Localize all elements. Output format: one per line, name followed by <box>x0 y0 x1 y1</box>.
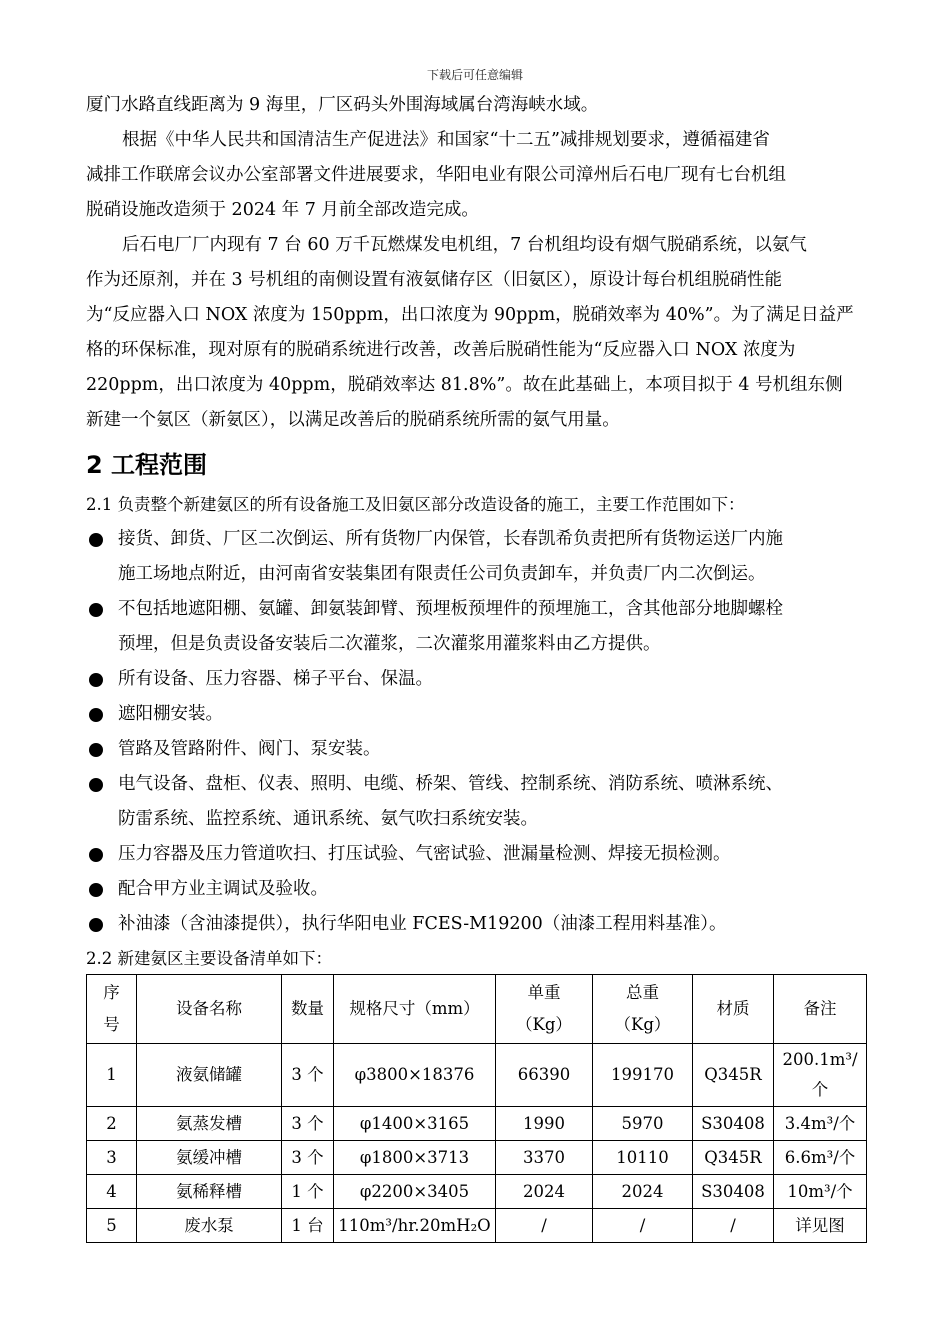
bullet-icon <box>89 603 103 617</box>
list-item-text: 施工场地点附近，由河南省安装集团有限责任公司负责卸车，并负责厂内二次倒运。 <box>118 564 766 584</box>
header-cell-name: 设备名称 <box>137 975 282 1044</box>
cell-index: 3 <box>87 1141 137 1175</box>
paragraph-3 <box>86 228 866 438</box>
text-line: 后石电厂厂内现有 7 台 60 万千瓦燃煤发电机组，7 台机组均设有烟气脱硝系统，以氨气 <box>122 235 807 255</box>
cell-unit-weight: 66390 <box>496 1044 593 1107</box>
cell-total-weight: 5970 <box>593 1107 693 1141</box>
list-item-text: 管路及管路附件、阀门、泵安装。 <box>118 739 381 759</box>
cell-name: 液氨储罐 <box>137 1044 282 1107</box>
cell-name: 氨稀释槽 <box>137 1175 282 1209</box>
table-header-row <box>87 975 867 1044</box>
cell-remark: 10m³/个 <box>774 1175 867 1209</box>
cell-remark: 6.6m³/个 <box>774 1141 867 1175</box>
cell-index: 1 <box>87 1044 137 1107</box>
paragraph-2 <box>86 123 866 228</box>
cell-material: S30408 <box>693 1175 774 1209</box>
cell-total-weight: 10110 <box>593 1141 693 1175</box>
list-item-text: 补油漆（含油漆提供），执行华阳电业 FCES-M19200（油漆工程用料基准）。 <box>118 914 727 934</box>
list-item <box>86 662 866 697</box>
text-line: 厦门水路直线距离为 9 海里，厂区码头外围海域属台湾海峡水域。 <box>86 95 599 115</box>
table-row <box>87 1141 867 1175</box>
header-cell-unit-weight: 单重 （Kg） <box>496 975 593 1044</box>
list-item <box>86 592 866 662</box>
page-header: 下载后可任意编辑 <box>426 68 523 82</box>
cell-index: 2 <box>87 1107 137 1141</box>
bullet-icon <box>89 918 103 932</box>
header-cell-material: 材质 <box>693 975 774 1044</box>
list-item-text: 所有设备、压力容器、梯子平台、保温。 <box>118 669 433 689</box>
list-item-text: 压力容器及压力管道吹扫、打压试验、气密试验、泄漏量检测、焊接无损检测。 <box>118 844 731 864</box>
cell-unit-weight: 3370 <box>496 1141 593 1175</box>
bullet-icon <box>89 708 103 722</box>
cell-unit-weight: / <box>496 1209 593 1243</box>
list-item-text: 预埋，但是负责设备安装后二次灌浆，二次灌浆用灌浆料由乙方提供。 <box>118 634 661 654</box>
header-cell-spec: 规格尺寸（mm） <box>334 975 496 1044</box>
bullet-icon <box>89 848 103 862</box>
cell-total-weight: / <box>593 1209 693 1243</box>
section-heading: 2 工程范围 <box>86 451 208 479</box>
list-item-text: 不包括地遮阳棚、氨罐、卸氨装卸臂、预埋板预埋件的预埋施工，含其他部分地脚螺栓 <box>118 599 783 619</box>
cell-index: 4 <box>87 1175 137 1209</box>
cell-remark: 3.4m³/个 <box>774 1107 867 1141</box>
list-item-text: 电气设备、盘柜、仪表、照明、电缆、桥架、管线、控制系统、消防系统、喷淋系统、 <box>118 774 783 794</box>
subsection-2-2: 2.2 新建氨区主要设备清单如下： <box>86 949 332 968</box>
cell-spec: 110m³/hr.20mH₂O <box>334 1209 496 1243</box>
list-item <box>86 767 866 837</box>
text-line: 格的环保标准，现对原有的脱硝系统进行改善，改善后脱硝性能为“反应器入口 NOX 浓度为 <box>86 340 796 360</box>
table-row <box>87 1209 867 1243</box>
cell-unit-weight: 1990 <box>496 1107 593 1141</box>
bullet-icon <box>89 673 103 687</box>
cell-name: 废水泵 <box>137 1209 282 1243</box>
text-line: 减排工作联席会议办公室部署文件进展要求，华阳电业有限公司漳州后石电厂现有七台机组 <box>86 165 786 185</box>
text-line: 为“反应器入口 NOX 浓度为 150ppm，出口浓度为 90ppm，脱硝效率为 40%”。为了满足日益严 <box>86 305 854 325</box>
subsection-2-1: 2.1 负责整个新建氨区的所有设备施工及旧氨区部分改造设备的施工，主要工作范围如下： <box>86 495 745 514</box>
scope-list <box>86 522 866 942</box>
header-cell-quantity: 数量 <box>282 975 334 1044</box>
list-item-text: 遮阳棚安装。 <box>118 704 223 724</box>
text-line: 作为还原剂，并在 3 号机组的南侧设置有液氨储存区（旧氨区），原设计每台机组脱硝性能 <box>86 270 783 290</box>
bullet-icon <box>89 533 103 547</box>
cell-index: 5 <box>87 1209 137 1243</box>
paragraph-1 <box>86 88 866 123</box>
list-item <box>86 907 866 942</box>
cell-quantity: 1 个 <box>282 1175 334 1209</box>
list-item <box>86 522 866 592</box>
bullet-icon <box>89 743 103 757</box>
cell-name: 氨缓冲槽 <box>137 1141 282 1175</box>
cell-quantity: 1 台 <box>282 1209 334 1243</box>
cell-total-weight: 199170 <box>593 1044 693 1107</box>
equipment-table <box>86 974 867 1243</box>
list-item <box>86 732 866 767</box>
cell-spec: φ2200×3405 <box>334 1175 496 1209</box>
cell-remark: 200.1m³/个 <box>774 1044 867 1107</box>
text-line: 脱硝设施改造须于 2024 年 7 月前全部改造完成。 <box>86 200 479 220</box>
text-line: 220ppm，出口浓度为 40ppm，脱硝效率达 81.8%”。故在此基础上，本项目拟于 4 号机组东侧 <box>86 375 843 395</box>
list-item-text: 配合甲方业主调试及验收。 <box>118 879 328 899</box>
header-cell-remark: 备注 <box>774 975 867 1044</box>
cell-quantity: 3 个 <box>282 1107 334 1141</box>
bullet-icon <box>89 883 103 897</box>
cell-total-weight: 2024 <box>593 1175 693 1209</box>
cell-material: S30408 <box>693 1107 774 1141</box>
cell-material: Q345R <box>693 1141 774 1175</box>
cell-remark: 详见图 <box>774 1209 867 1243</box>
table-row <box>87 1107 867 1141</box>
text-line: 新建一个氨区（新氨区），以满足改善后的脱硝系统所需的氨气用量。 <box>86 410 620 430</box>
cell-spec: φ3800×18376 <box>334 1044 496 1107</box>
cell-unit-weight: 2024 <box>496 1175 593 1209</box>
list-item-text: 接货、卸货、厂区二次倒运、所有货物厂内保管，长春凯希负责把所有货物运送厂内施 <box>118 529 783 549</box>
document-body <box>86 88 866 976</box>
cell-quantity: 3 个 <box>282 1044 334 1107</box>
list-item <box>86 697 866 732</box>
cell-material: Q345R <box>693 1044 774 1107</box>
header-cell-index: 序 号 <box>87 975 137 1044</box>
cell-spec: φ1800×3713 <box>334 1141 496 1175</box>
bullet-icon <box>89 778 103 792</box>
table-row <box>87 1044 867 1107</box>
text-line: 根据《中华人民共和国清洁生产促进法》和国家“十二五”减排规划要求，遵循福建省 <box>122 130 770 150</box>
list-item <box>86 872 866 907</box>
list-item <box>86 837 866 872</box>
cell-quantity: 3 个 <box>282 1141 334 1175</box>
header-cell-total-weight: 总重 （Kg） <box>593 975 693 1044</box>
list-item-text: 防雷系统、监控系统、通讯系统、氨气吹扫系统安装。 <box>118 809 538 829</box>
cell-name: 氨蒸发槽 <box>137 1107 282 1141</box>
cell-spec: φ1400×3165 <box>334 1107 496 1141</box>
table-row <box>87 1175 867 1209</box>
cell-material: / <box>693 1209 774 1243</box>
